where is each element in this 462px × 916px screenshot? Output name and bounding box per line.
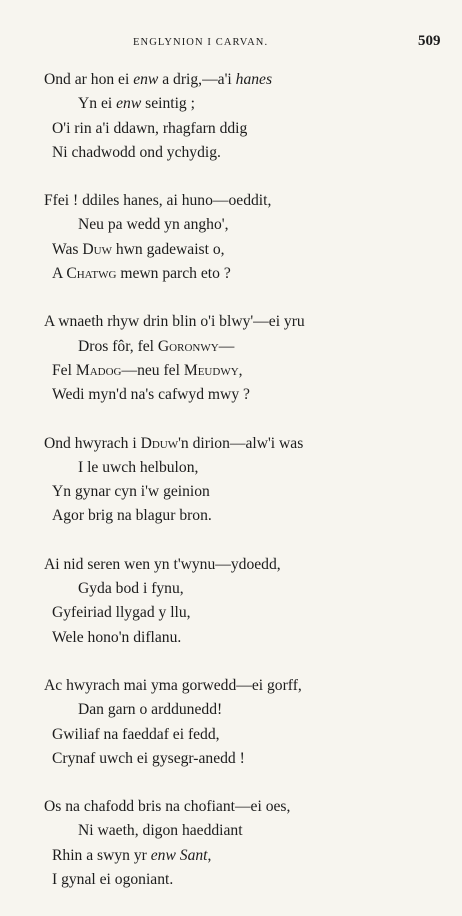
verse-text: Ffei ! ddiles hanes, ai huno—oeddit, [44,192,272,210]
verse-line [0,238,462,262]
verse-text: Yn gynar cyn i'w geinion [52,483,210,501]
verse-text: , [207,846,212,864]
verse-text: Wele hono'n diflanu. [52,628,182,646]
verse-line [0,456,462,480]
verse-line [0,359,462,383]
italic-text: enw [133,71,159,88]
small-caps-name: Madog [75,361,122,379]
verse-text: Ond hwyrach i [44,434,141,452]
verse-line [0,310,462,334]
verse-text: seintig ; [141,95,195,113]
verse-text: Gyfeiriad llygad y llu, [52,604,191,622]
verse-text: A wnaeth rhyw drin blin o'i blwy'—ei yru [44,313,305,331]
stanza [0,310,462,407]
verse-line [0,698,462,722]
verse-text: A [52,265,67,283]
verse-line [0,213,462,237]
verse-text: 'n dirion—alw'i was [178,434,304,452]
verse-line [0,553,462,577]
verse-text: Crynaf uwch ei gysegr-anedd ! [52,749,245,767]
verse-text: Gwiliaf na faeddaf ei fedd, [52,725,220,743]
stanza [0,795,462,892]
verse-text: Fel [52,361,76,379]
verse-line [0,117,462,141]
verse-text: Gyda bod i fynu, [78,580,184,598]
verse-line [0,383,462,407]
verse-text: Ni waeth, digon haeddiant [78,822,243,840]
verse-text: Ai nid seren wen yn t'wynu—ydoedd, [44,555,281,573]
stanza [0,553,462,650]
verse-line [0,844,462,868]
verse-line [0,68,462,92]
verse-line [0,723,462,747]
verse-text: Os na chafodd bris na chofiant—ei oes, [44,798,291,816]
verse-text: Dan garn o arddunedd! [78,701,223,719]
verse-line [0,868,462,892]
verse-line [0,674,462,698]
italic-text: hanes [235,71,273,88]
verse-text: Rhin a swyn yr [52,846,151,864]
italic-text: enw [116,95,142,113]
verse-line [0,795,462,819]
verse-text: Ni chadwodd ond ychydig. [52,143,221,161]
verse-text: Was [52,240,83,258]
verse-line [0,262,462,286]
verse-line [0,432,462,456]
verse-line [0,335,462,359]
verse-text: I le uwch helbulon, [78,458,199,476]
page-number: 509 [418,33,441,49]
verse-line [0,92,462,116]
stanza [0,68,462,165]
verse-text: Yn ei [78,95,117,113]
verse-line [0,189,462,213]
verse-text: hwn gadewaist o, [111,240,225,258]
verse-text: Ond ar hon ei [44,71,134,88]
verse-line [0,819,462,843]
page-header [0,28,462,52]
verse-line [0,577,462,601]
verse-text: Dros fôr, fel [78,337,158,355]
small-caps-name: Duw [82,240,112,258]
stanza [0,189,462,286]
verse-line [0,504,462,528]
verse-line [0,747,462,771]
running-head: ENGLYNION I CARVAN. [133,37,269,48]
verse-text: I gynal ei ogoniant. [52,871,174,889]
verse-line [0,141,462,165]
stanza [0,432,462,529]
verse-text: mewn parch eto ? [116,265,231,283]
small-caps-name: Goronwy [157,337,219,355]
verse-text: a drig,—a'i [158,71,236,88]
verse-line [0,626,462,650]
italic-text: enw Sant [150,846,208,864]
verse-text: Wedi myn'd na's cafwyd mwy ? [52,386,250,404]
verse-text: Ac hwyrach mai yma gorwedd—ei gorff, [44,676,302,694]
stanza [0,674,462,771]
verse-text: , [238,361,243,379]
small-caps-name: Meudwy [183,361,239,379]
verse-text: Agor brig na blagur bron. [52,507,212,525]
verse-line [0,480,462,504]
verse-text: O'i rin a'i ddawn, rhagfarn ddig [52,119,248,137]
verse-text: —neu fel [121,361,184,379]
verse-line [0,601,462,625]
small-caps-name: Chatwg [66,265,117,283]
poem-body [0,68,462,916]
small-caps-name: Dduw [140,434,179,452]
verse-text: — [218,337,235,355]
verse-text: Neu pa wedd yn angho', [78,216,229,234]
